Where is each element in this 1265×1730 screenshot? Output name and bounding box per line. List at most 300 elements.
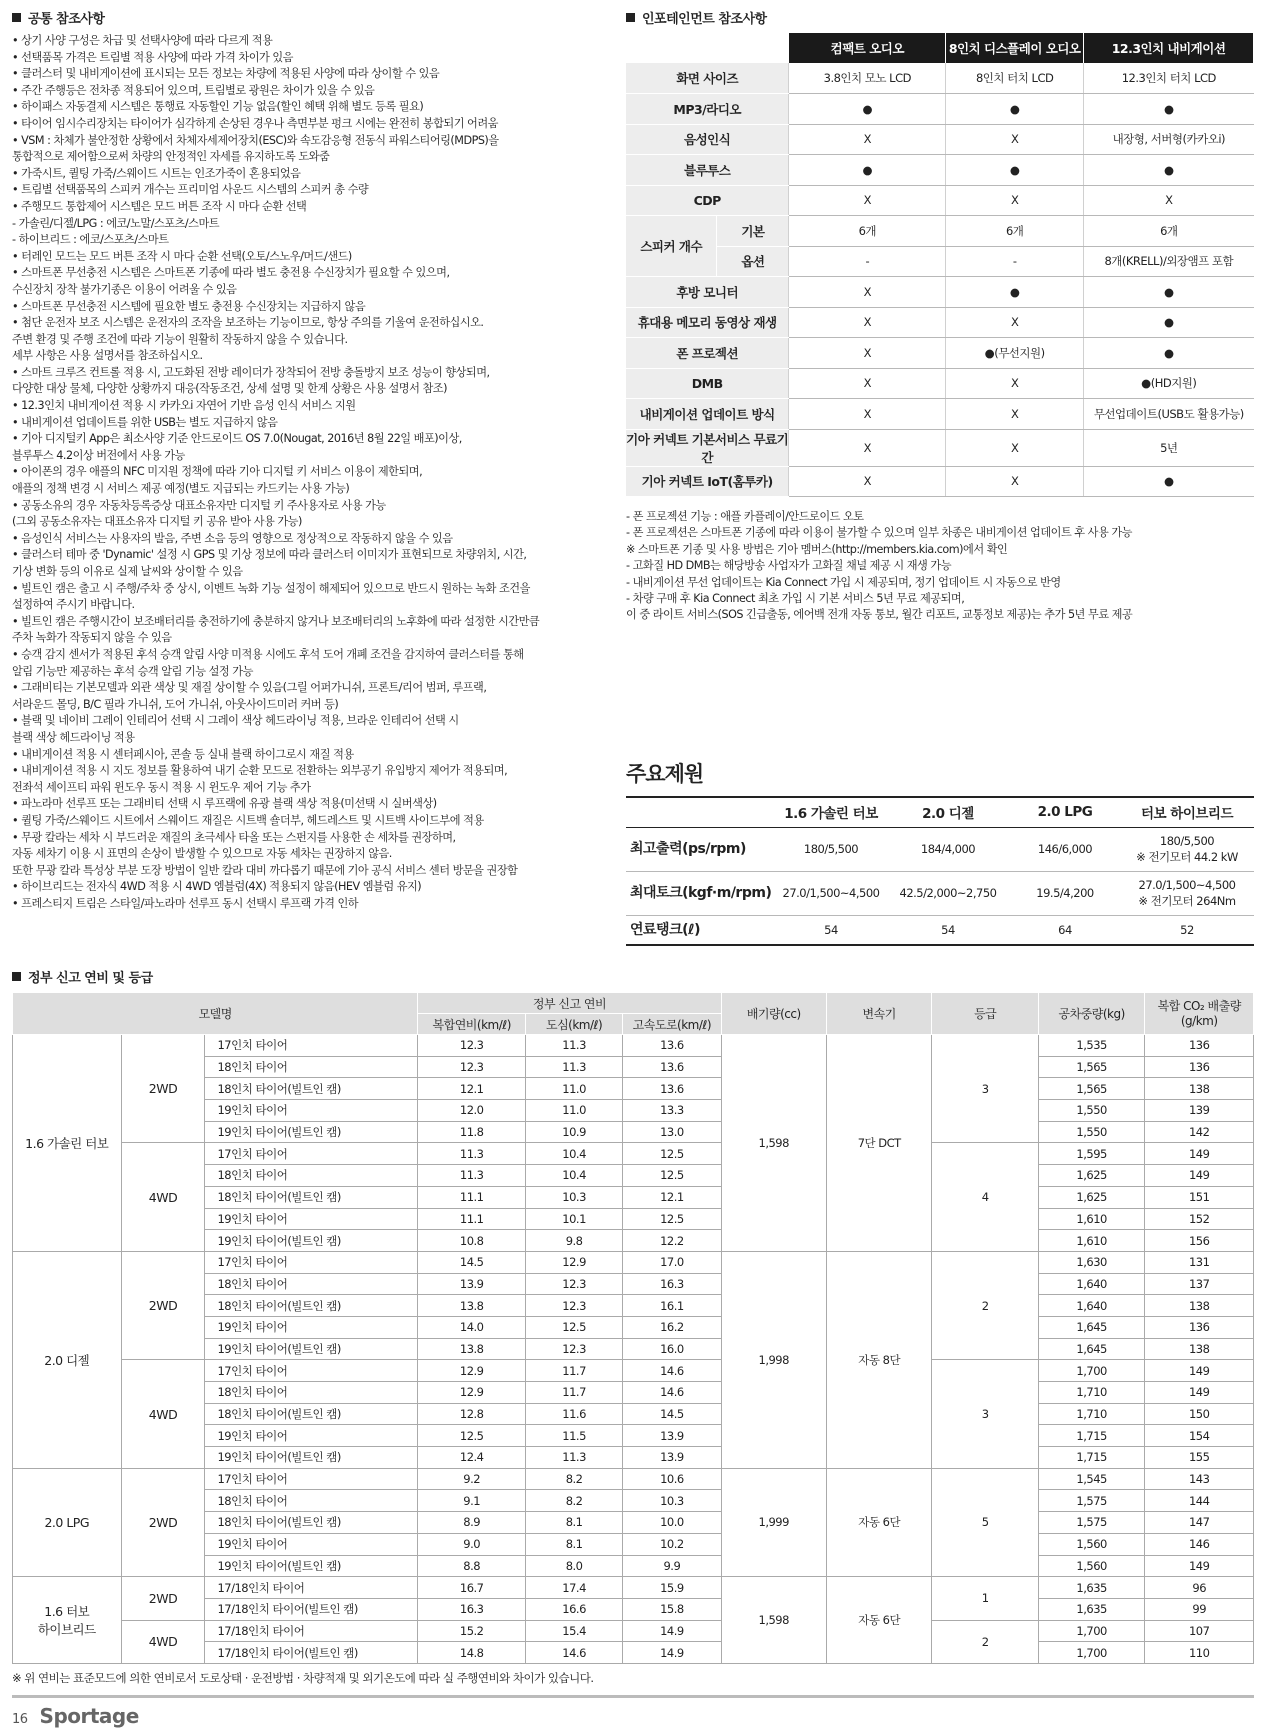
common-note-item: • 하이브리드는 전자식 4WD 적용 시 4WD 엠블럼(4X) 적용되지 않음(HEV 엠블럼 유지) [12,880,422,894]
common-note-item: • 스마트폰 무선충전 시스템은 스마트폰 기종에 따라 별도 충전용 수신장치가 필요할 수 있으며, 수신장치 장착 불가기종은 이용이 어려울 수 있음 [12,266,450,296]
common-note-item: • 내비게이션 적용 시 지도 정보를 활용하여 내기 순환 모드로 전환하는 외부공기 유입방지 제어가 적용되며, 전좌석 세이프티 파워 윈도우 동시 적용 시 윈도우 제어 기능 추가 [12,764,508,794]
fuel-city: 8.1 [525,1533,622,1555]
fuel-row [13,1620,1254,1642]
specs-row [626,871,1254,915]
fuel-weight: 1,595 [1038,1143,1144,1165]
fuel-weight: 1,645 [1038,1338,1144,1360]
infotainment-row [626,185,1254,216]
fuel-weight: 1,645 [1038,1316,1144,1338]
fuel-co2: 149 [1145,1143,1254,1165]
infotainment-row-label: 후방 모니터 [626,277,789,308]
fuel-co2: 152 [1145,1208,1254,1230]
infotainment-cell: 무선업데이트(USB도 활용가능) [1084,399,1254,430]
fuel-tire: 18인치 타이어(빌트인 캠) [205,1186,418,1208]
fuel-tire: 18인치 타이어 [205,1382,418,1404]
specs-header-gasoline: 1.6 가솔린 터보 [776,797,886,827]
infotainment-cell: ●(무선지원) [946,338,1084,369]
fuel-co2: 107 [1145,1620,1254,1642]
fuel-grade: 3 [932,1035,1038,1143]
fuel-tire: 19인치 타이어 [205,1533,418,1555]
fuel-co2: 149 [1145,1555,1254,1577]
fuel-grade: 3 [932,1360,1038,1468]
fuel-highway: 10.0 [623,1512,721,1534]
fuel-city: 8.1 [525,1512,622,1534]
speaker-option-label: 옵션 [717,246,789,277]
fuel-combined: 11.1 [418,1186,526,1208]
specs-header-hybrid: 터보 하이브리드 [1120,797,1254,827]
fuel-co2: 151 [1145,1186,1254,1208]
fuel-highway: 12.5 [623,1165,721,1187]
fuel-tire: 17인치 타이어 [205,1143,418,1165]
common-notes-list [12,33,622,912]
common-note-item: • 가죽시트, 퀼팅 가죽/스웨이드 시트는 인조가죽이 혼용되었음 [12,166,301,180]
infotainment-cell: ● [1084,307,1254,338]
square-bullet-icon [12,13,21,22]
infotainment-cell: X [946,466,1084,497]
infotainment-cell: X [789,466,946,497]
fuel-highway: 16.3 [623,1273,721,1295]
fuel-highway: 10.2 [623,1533,721,1555]
fuel-drive-type: 2WD [121,1468,205,1576]
common-note-item: • 내비게이션 업데이트를 위한 USB는 별도 지급하지 않음 [12,415,278,429]
fuel-combined: 11.3 [418,1143,526,1165]
fuel-city: 17.4 [525,1577,622,1599]
infotainment-section [626,8,1254,624]
common-note-item: • 파노라마 선루프 또는 그래비티 선택 시 루프랙에 유광 블랙 색상 적용(미선택 시 실버색상) [12,797,437,811]
specs-header-blank [626,797,776,827]
infotainment-cell: X [946,368,1084,399]
fuel-weight: 1,630 [1038,1251,1144,1273]
fuel-weight: 1,575 [1038,1512,1144,1534]
specs-header-lpg: 2.0 LPG [1010,797,1120,827]
fuel-highway: 13.6 [623,1078,721,1100]
infotainment-table [626,33,1254,497]
fuel-highway: 13.9 [623,1447,721,1469]
infotainment-row [626,277,1254,308]
fuel-transmission: 자동 6단 [826,1468,931,1576]
fuel-highway: 14.9 [623,1642,721,1664]
infotainment-row [626,124,1254,155]
fuel-combined: 9.0 [418,1533,526,1555]
fuel-model-name: 1.6 가솔린 터보 [13,1035,122,1252]
fuel-combined: 10.8 [418,1230,526,1252]
common-note-item: • 트림별 선택품목의 스피커 개수는 프리미엄 사운드 시스템의 스피커 총 수량 [12,183,369,197]
fuel-model-name: 2.0 LPG [13,1468,122,1576]
fuel-highway: 14.6 [623,1360,721,1382]
infotainment-row-label: 폰 프로젝션 [626,338,789,369]
fuel-transmission: 자동 8단 [826,1251,931,1468]
specs-cell: 54 [886,915,1010,945]
fuel-combined: 12.3 [418,1035,526,1057]
infotainment-cell: X [789,277,946,308]
fuel-weight: 1,625 [1038,1165,1144,1187]
common-note-item: • 내비게이션 적용 시 센터페시아, 콘솔 등 실내 블랙 하이그로시 재질 적용 [12,747,354,761]
fuel-highway: 12.5 [623,1143,721,1165]
fuel-city: 11.7 [525,1382,622,1404]
fuel-header-highway: 고속도로(km/ℓ) [623,1014,721,1035]
fuel-tire: 19인치 타이어(빌트인 캠) [205,1230,418,1252]
fuel-weight: 1,565 [1038,1056,1144,1078]
infotainment-row-label: 화면 사이즈 [626,63,789,94]
fuel-highway: 12.5 [623,1208,721,1230]
fuel-co2: 138 [1145,1295,1254,1317]
header-blank [626,33,789,63]
fuel-highway: 12.2 [623,1230,721,1252]
infotainment-cell: 6개 [946,216,1084,247]
fuel-header-row-1 [13,993,1254,1014]
specs-row-label: 연료탱크(ℓ) [626,915,776,945]
common-note-item: • 음성인식 서비스는 사용자의 발음, 주변 소음 등의 영향으로 정상적으로 작동하지 않을 수 있음 [12,531,453,545]
square-bullet-icon [626,13,635,22]
fuel-co2: 144 [1145,1490,1254,1512]
fuel-weight: 1,635 [1038,1577,1144,1599]
infotainment-cell: X [1084,185,1254,216]
fuel-highway: 13.9 [623,1425,721,1447]
fuel-city: 12.3 [525,1295,622,1317]
fuel-co2: 146 [1145,1533,1254,1555]
fuel-weight: 1,715 [1038,1447,1144,1469]
fuel-combined: 8.9 [418,1512,526,1534]
fuel-tire: 19인치 타이어 [205,1316,418,1338]
fuel-co2: 138 [1145,1338,1254,1360]
fuel-combined: 14.8 [418,1642,526,1664]
fuel-header-weight: 공차중량(kg) [1038,993,1144,1035]
fuel-tire: 17인치 타이어 [205,1468,418,1490]
fuel-highway: 15.8 [623,1598,721,1620]
common-note-item: • 블랙 및 네이비 그레이 인테리어 선택 시 그레이 색상 헤드라이닝 적용, 브라운 인테리어 선택 시 블랙 색상 헤드라이닝 적용 [12,714,459,744]
fuel-combined: 12.9 [418,1360,526,1382]
fuel-weight: 1,610 [1038,1230,1144,1252]
fuel-combined: 12.4 [418,1447,526,1469]
common-note-item: • 프레스티지 트림은 스타일/파노라마 선루프 동시 선택시 루프랙 가격 인하 [12,896,359,910]
infotainment-row [626,399,1254,430]
fuel-weight: 1,700 [1038,1620,1144,1642]
header-navigation: 12.3인치 내비게이션 [1084,33,1254,63]
fuel-co2: 143 [1145,1468,1254,1490]
fuel-combined: 9.1 [418,1490,526,1512]
fuel-tire: 18인치 타이어(빌트인 캠) [205,1403,418,1425]
fuel-highway: 15.9 [623,1577,721,1599]
infotainment-cell: ● [1084,94,1254,125]
fuel-tire: 18인치 타이어(빌트인 캠) [205,1512,418,1534]
fuel-city: 8.2 [525,1468,622,1490]
fuel-co2: 142 [1145,1121,1254,1143]
fuel-drive-type: 2WD [121,1577,205,1620]
fuel-tire: 17인치 타이어 [205,1360,418,1382]
fuel-co2: 156 [1145,1230,1254,1252]
fuel-city: 12.3 [525,1273,622,1295]
fuel-drive-type: 4WD [121,1143,205,1251]
fuel-city: 15.4 [525,1620,622,1642]
fuel-grade: 4 [932,1143,1038,1251]
fuel-combined: 11.1 [418,1208,526,1230]
infotainment-cell: ● [1084,155,1254,186]
fuel-weight: 1,625 [1038,1186,1144,1208]
fuel-city: 10.9 [525,1121,622,1143]
fuel-highway: 13.6 [623,1035,721,1057]
fuel-weight: 1,560 [1038,1555,1144,1577]
fuel-co2: 149 [1145,1360,1254,1382]
fuel-tire: 17/18인치 타이어 [205,1620,418,1642]
infotainment-cell: X [789,338,946,369]
fuel-displacement: 1,598 [721,1035,826,1252]
infotainment-row [626,155,1254,186]
infotainment-cell: 6개 [1084,216,1254,247]
fuel-co2: 136 [1145,1035,1254,1057]
fuel-displacement: 1,998 [721,1251,826,1468]
infotainment-header-row [626,33,1254,63]
fuel-highway: 14.5 [623,1403,721,1425]
fuel-co2: 136 [1145,1316,1254,1338]
fuel-tire: 19인치 타이어(빌트인 캠) [205,1338,418,1360]
specs-cell: 19.5/4,200 [1010,871,1120,915]
infotainment-row [626,338,1254,369]
infotainment-cell: 5년 [1084,429,1254,466]
common-note-item: • VSM : 차체가 불안정한 상황에서 차체자세제어장치(ESC)와 속도감응형 전동식 파워스티어링(MDPS)을 통합적으로 제어함으로써 차량의 안정적인 자세를 유지하도록 도와줌 [12,133,499,164]
fuel-city: 16.6 [525,1598,622,1620]
fuel-footnote: ※ 위 연비는 표준모드에 의한 연비로서 도로상태 · 운전방법 · 차량적재 및 외기온도에 따라 실 주행연비와 차이가 있습니다. [12,1670,594,1685]
fuel-tire: 17/18인치 타이어(빌트인 캠) [205,1598,418,1620]
specs-title: 주요제원 [626,762,704,786]
specs-table [626,796,1254,946]
fuel-weight: 1,560 [1038,1533,1144,1555]
common-note-item: • 주행모드 통합제어 시스템은 모드 버튼 조작 시 마다 순환 선택 - 가솔린/디젤/LPG : 에코/노말/스포츠/스마트 - 하이브리드 : 에코/스포츠/스마트 [12,199,307,247]
infotainment-row-label: 음성인식 [626,124,789,155]
fuel-row [13,1143,1254,1165]
fuel-tire: 17인치 타이어 [205,1035,418,1057]
fuel-combined: 12.3 [418,1056,526,1078]
fuel-tire: 18인치 타이어 [205,1165,418,1187]
fuel-city: 10.4 [525,1143,622,1165]
square-bullet-icon [12,972,21,981]
fuel-displacement: 1,999 [721,1468,826,1576]
specs-header-row [626,797,1254,827]
specs-cell: 27.0/1,500~4,500 ※ 전기모터 264Nm [1120,871,1254,915]
fuel-row [13,1251,1254,1273]
header-compact-audio: 컴팩트 오디오 [789,33,946,63]
fuel-weight: 1,575 [1038,1490,1144,1512]
speaker-basic-row [626,216,1254,247]
infotainment-cell: X [789,429,946,466]
fuel-row [13,1577,1254,1599]
infotainment-cell: 8개(KRELL)/외장앰프 포함 [1084,246,1254,277]
specs-cell: 64 [1010,915,1120,945]
infotainment-notes [626,509,1254,624]
fuel-weight: 1,710 [1038,1403,1144,1425]
fuel-city: 11.3 [525,1056,622,1078]
fuel-highway: 14.6 [623,1382,721,1404]
infotainment-cell: X [946,429,1084,466]
infotainment-cell: ● [946,94,1084,125]
fuel-header-grade: 등급 [932,993,1038,1035]
infotainment-row-label: 휴대용 메모리 동영상 재생 [626,307,789,338]
infotainment-cell: X [946,307,1084,338]
infotainment-row [626,63,1254,94]
fuel-economy-table [12,992,1254,1664]
fuel-co2: 131 [1145,1251,1254,1273]
fuel-combined: 9.2 [418,1468,526,1490]
fuel-tire: 17/18인치 타이어 [205,1577,418,1599]
infotainment-cell: X [946,124,1084,155]
fuel-highway: 9.9 [623,1555,721,1577]
specs-row-label: 최대토크(kgf·m/rpm) [626,871,776,915]
specs-row-label: 최고출력(ps/rpm) [626,827,776,871]
fuel-co2: 96 [1145,1577,1254,1599]
fuel-tire: 19인치 타이어 [205,1100,418,1122]
fuel-drive-type: 2WD [121,1251,205,1359]
common-note-item: • 클러스터 및 내비게이션에 표시되는 모든 정보는 차량에 적용된 사양에 따라 상이할 수 있음 [12,67,440,81]
infotainment-row-label: 블루투스 [626,155,789,186]
infotainment-row [626,307,1254,338]
fuel-drive-type: 4WD [121,1620,205,1663]
brochure-model-name: Sportage [39,1704,139,1728]
fuel-grade: 1 [932,1577,1038,1620]
common-note-item: • 공동소유의 경우 자동차등록증상 대표소유자만 디지털 키 주사용자로 사용 가능 (그외 공동소유자는 대표소유자 디지털 키 공유 받아 사용 가능) [12,498,386,529]
fuel-co2: 110 [1145,1642,1254,1664]
fuel-weight: 1,535 [1038,1035,1144,1057]
fuel-header-cc: 배기량(cc) [721,993,826,1035]
infotainment-cell: ● [1084,338,1254,369]
infotainment-title: 인포테인먼트 참조사항 [626,8,1254,27]
fuel-header-group: 정부 신고 연비 [418,993,721,1014]
fuel-highway: 13.3 [623,1100,721,1122]
fuel-grade: 2 [932,1251,1038,1359]
infotainment-note: - 폰 프로젝션 기능 : 애플 카플레이/안드로이드 오토 [626,510,864,523]
fuel-combined: 16.3 [418,1598,526,1620]
infotainment-note: - 폰 프로젝션은 스마트폰 기종에 따라 이용이 불가할 수 있으며 일부 차종은 내비게이션 업데이트 후 사용 가능 ※ 스마트폰 기종 및 사용 방법은 기아 멤버스(http://members.kia.com)에서 확인 [626,526,1132,556]
fuel-combined: 12.8 [418,1403,526,1425]
speaker-basic-label: 기본 [717,216,789,247]
fuel-combined: 14.0 [418,1316,526,1338]
common-note-item: • 빌트인 캠은 주행시간이 보조배터리를 충전하기에 충분하지 않거나 보조배터리의 노후화에 따라 설정한 시간만큼 주차 녹화가 작동되지 않을 수 있음 [12,614,540,645]
fuel-highway: 13.6 [623,1056,721,1078]
infotainment-row-label: 기아 커넥트 IoT(홈투카) [626,466,789,497]
infotainment-cell: X [789,368,946,399]
infotainment-cell: X [946,399,1084,430]
fuel-tire: 18인치 타이어 [205,1273,418,1295]
specs-row [626,915,1254,945]
fuel-transmission: 자동 6단 [826,1577,931,1664]
fuel-tire: 18인치 타이어 [205,1056,418,1078]
fuel-transmission: 7단 DCT [826,1035,931,1252]
fuel-highway: 16.2 [623,1316,721,1338]
common-note-item: • 상기 사양 구성은 차급 및 선택사양에 따라 다르게 적용 [12,34,273,47]
fuel-model-name: 1.6 터보 하이브리드 [13,1577,122,1664]
fuel-city: 11.5 [525,1425,622,1447]
fuel-city: 11.0 [525,1078,622,1100]
specs-cell: 184/4,000 [886,827,1010,871]
infotainment-cell: X [946,185,1084,216]
fuel-weight: 1,550 [1038,1100,1144,1122]
fuel-weight: 1,710 [1038,1382,1144,1404]
fuel-combined: 14.5 [418,1251,526,1273]
common-note-item: • 무광 칼라는 세차 시 부드러운 재질의 초극세사 타올 또는 스펀지를 사용한 손 세차를 권장하며, 자동 세차기 이용 시 표면의 손상이 발생할 수 있으므로 자동 세차는 권장하지 않음. 또한 무광 칼라 특성상 부분 도장 방법이 일반 칼라 대비 까다롭기 때문에 기아 공식 서비스 센터 방문을 권장함 [12,830,518,877]
fuel-city: 12.5 [525,1316,622,1338]
fuel-model-name: 2.0 디젤 [13,1251,122,1468]
fuel-drive-type: 4WD [121,1360,205,1468]
fuel-co2: 154 [1145,1425,1254,1447]
fuel-tire: 18인치 타이어 [205,1490,418,1512]
specs-header-diesel: 2.0 디젤 [886,797,1010,827]
fuel-co2: 137 [1145,1273,1254,1295]
fuel-combined: 12.1 [418,1078,526,1100]
infotainment-cell: ● [946,155,1084,186]
fuel-drive-type: 2WD [121,1035,205,1143]
fuel-row [13,1468,1254,1490]
fuel-highway: 16.0 [623,1338,721,1360]
fuel-co2: 147 [1145,1512,1254,1534]
fuel-displacement: 1,598 [721,1577,826,1664]
fuel-combined: 11.8 [418,1121,526,1143]
fuel-tire: 17/18인치 타이어(빌트인 캠) [205,1642,418,1664]
fuel-weight: 1,700 [1038,1360,1144,1382]
common-note-item: • 퀼팅 가죽/스웨이드 시트에서 스웨이드 재질은 시트백 숄더부, 헤드레스트 및 시트백 사이드부에 적용 [12,813,484,827]
infotainment-cell: X [789,185,946,216]
fuel-tire: 19인치 타이어 [205,1425,418,1447]
fuel-co2: 149 [1145,1382,1254,1404]
fuel-co2: 149 [1145,1165,1254,1187]
infotainment-cell: 내장형, 서버형(카카오i) [1084,124,1254,155]
infotainment-cell: ● [1084,466,1254,497]
fuel-combined: 12.9 [418,1382,526,1404]
common-note-item: • 스마트폰 무선충전 시스템에 필요한 별도 충전용 수신장치는 지급하지 않음 [12,299,366,313]
infotainment-cell: ● [1084,277,1254,308]
fuel-highway: 17.0 [623,1251,721,1273]
fuel-economy-title: 정부 신고 연비 및 등급 [12,967,1254,986]
infotainment-cell: X [789,399,946,430]
infotainment-row-label: MP3/라디오 [626,94,789,125]
infotainment-cell: - [789,246,946,277]
fuel-co2: 155 [1145,1447,1254,1469]
common-note-item: • 첨단 운전자 보조 시스템은 운전자의 조작을 보조하는 기능이므로, 항상 주의를 기울여 운전하십시오. 주변 환경 및 주행 조건에 따라 기능이 원활히 작동하지 않을 수 있습니다. 세부 사항은 사용 설명서를 참조하십시오. [12,316,484,363]
common-note-item: • 승객 감지 센서가 적용된 후석 승객 알림 사양 미적용 시에도 후석 도어 개폐 조건을 감지하여 클러스터를 통해 알림 기능만 제공하는 후석 승객 알림 기능 설정 가능 [12,647,524,678]
fuel-row [13,1360,1254,1382]
fuel-highway: 14.9 [623,1620,721,1642]
infotainment-row-label: 내비게이션 업데이트 방식 [626,399,789,430]
fuel-highway: 12.1 [623,1186,721,1208]
fuel-grade: 5 [932,1468,1038,1576]
fuel-city: 8.2 [525,1490,622,1512]
speaker-count-label: 스피커 개수 [626,216,717,277]
fuel-weight: 1,635 [1038,1598,1144,1620]
infotainment-row [626,94,1254,125]
fuel-tire: 19인치 타이어 [205,1208,418,1230]
fuel-city: 11.7 [525,1360,622,1382]
fuel-city: 11.3 [525,1035,622,1057]
specs-cell: 54 [776,915,886,945]
common-note-item: • 클러스터 테마 중 'Dynamic' 설정 시 GPS 및 기상 정보에 따라 클러스터 이미지가 표현되므로 차량위치, 시간, 기상 변화 등의 이유로 실제 날씨와 상이할 수 있음 [12,548,527,578]
common-note-item: • 그래비티는 기본모델과 외관 색상 및 재질 상이할 수 있음(그릴 어퍼가니쉬, 프론트/리어 범퍼, 루프랙, 서라운드 몰딩, B/C 필라 가니쉬, 도어 가니쉬, 아웃사이드미러 커버 등) [12,681,487,711]
common-notes-title: 공통 참조사항 [12,8,622,27]
specs-section [626,758,1254,946]
fuel-highway: 16.1 [623,1295,721,1317]
infotainment-row-label: CDP [626,185,789,216]
specs-cell: 52 [1120,915,1254,945]
fuel-header-city: 도심(km/ℓ) [525,1014,622,1035]
fuel-city: 14.6 [525,1642,622,1664]
infotainment-cell: 8인치 터치 LCD [946,63,1084,94]
fuel-header-combined: 복합연비(km/ℓ) [418,1014,526,1035]
infotainment-note: - 차량 구매 후 Kia Connect 최초 가입 시 기본 서비스 5년 무료 제공되며, 이 중 라이트 서비스(SOS 긴급출동, 에어백 전개 자동 통보, 월간 리포트, 교통정보 제공)는 추가 5년 무료 제공 [626,592,1133,622]
fuel-city: 11.3 [525,1447,622,1469]
fuel-city: 10.1 [525,1208,622,1230]
specs-cell: 146/6,000 [1010,827,1120,871]
fuel-city: 9.8 [525,1230,622,1252]
infotainment-cell: ● [789,94,946,125]
fuel-combined: 12.5 [418,1425,526,1447]
fuel-tire: 19인치 타이어(빌트인 캠) [205,1555,418,1577]
common-note-item: • 12.3인치 내비게이션 적용 시 카카오i 자연어 기반 음성 인식 서비스 지원 [12,399,356,413]
